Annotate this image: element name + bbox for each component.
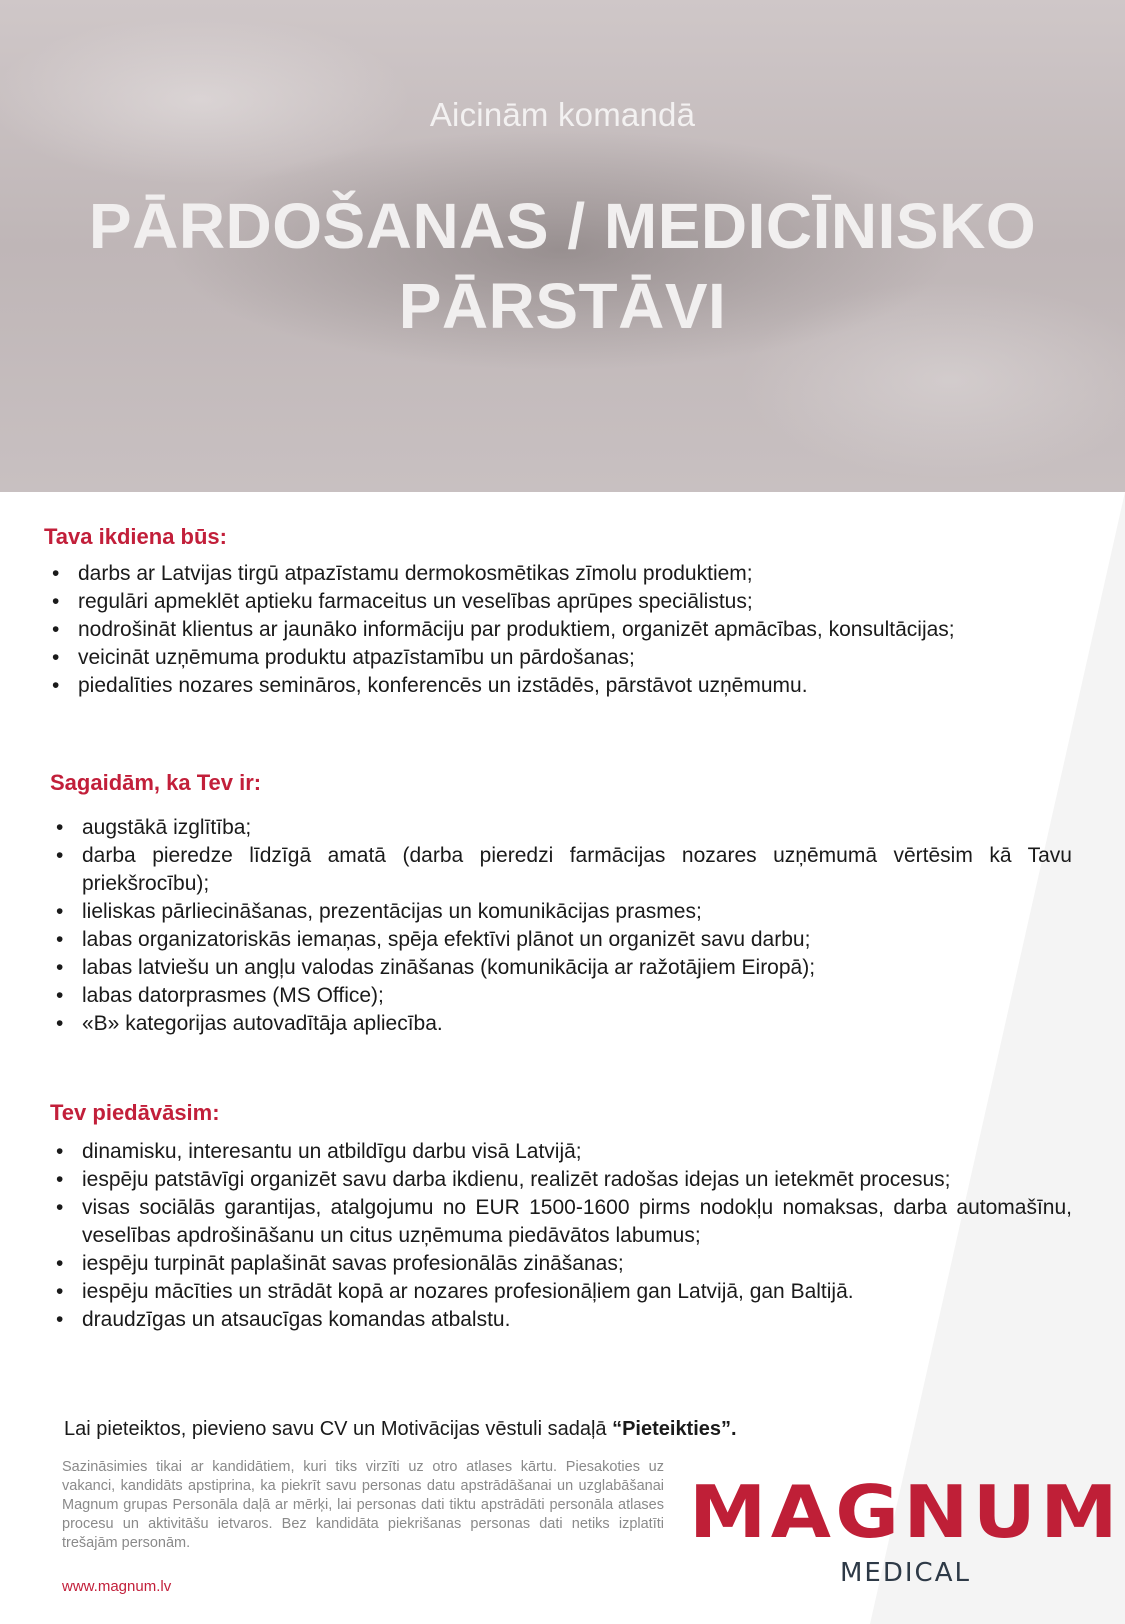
list-item: • iespēju patstāvīgi organizēt savu darba ikdienu, realizēt radošas idejas un ietekmēt procesus; (52, 1166, 1072, 1194)
hero-title-line2: PĀRSTĀVI (398, 270, 727, 342)
list-item: • darbs ar Latvijas tirgū atpazīstamu dermokosmētikas zīmolu produktiem; (48, 560, 1088, 588)
section-title-offer: Tev piedāvāsim: (50, 1100, 220, 1125)
list-item: • labas datorprasmes (MS Office); (52, 982, 1072, 1010)
list-item: • lieliskas pārliecināšanas, prezentācijas un komunikācijas prasmes; (52, 898, 1072, 926)
apply-text: Lai pieteiktos, pievieno savu CV un Motivācijas vēstuli sadaļā (64, 1418, 613, 1440)
list-item: • regulāri apmeklēt aptieku farmaceitus un veselības aprūpes speciālistus; (48, 588, 1088, 616)
apply-instructions (64, 1418, 737, 1441)
logo-brand: MAGNUM (689, 1470, 1122, 1554)
list-item: • labas latviešu un angļu valodas zināšanas (komunikācija ar ražotājiem Eiropā); (52, 954, 1072, 982)
hero-banner (0, 0, 1125, 492)
magnum-medical-logo (689, 1470, 1122, 1588)
privacy-disclaimer: Sazināsimies tikai ar kandidātiem, kuri tiks virzīti uz otro atlases kārtu. Piesakoties uz vakanci, kandidāts apstiprina, ka piekrīt savu personas datu apstrādāšanai un uzglabāšanai Magnum grupas Personāla daļā ar mērķi, lai personas dati tiktu apstrādāti personāla atlases procesu un aktivitāšu ietvaros. Bez kandidāta piekrišanas personas dati netiks izplatīti trešajām personām. (62, 1459, 664, 1551)
list-item: • veicināt uzņēmuma produktu atpazīstamību un pārdošanas; (48, 644, 1088, 672)
section-title-requirements: Sagaidām, ka Tev ir: (50, 770, 262, 795)
hero-title-line1: PĀRDOŠANAS / MEDICĪNISKO (88, 190, 1037, 262)
list-item: • labas organizatoriskās iemaņas, spēja efektīvi plānot un organizēt savu darbu; (52, 926, 1072, 954)
list-item: • visas sociālās garantijas, atalgojumu no EUR 1500-1600 pirms nodokļu nomaksas, darba automašīnu, veselības apdrošināšanu un citus uzņēmuma piedāvātos labumus; (52, 1194, 1072, 1250)
list-item: • augstākā izglītība; (52, 814, 1072, 842)
section-title-daily: Tava ikdiena būs: (44, 524, 227, 549)
list-item: • piedalīties nozares semināros, konferencēs un izstādēs, pārstāvot uzņēmumu. (48, 672, 1088, 700)
apply-link[interactable]: “Pieteikties”. (612, 1418, 737, 1440)
list-item: • dinamisku, interesantu un atbildīgu darbu visā Latvijā; (52, 1138, 1072, 1166)
list-item: • iespēju mācīties un strādāt kopā ar nozares profesionāļiem gan Latvijā, gan Baltijā. (52, 1278, 1072, 1306)
list-item: • nodrošināt klientus ar jaunāko informāciju par produktiem, organizēt apmācības, konsultācijas; (48, 616, 1088, 644)
list-item: • iespēju turpināt paplašināt savas profesionālās zināšanas; (52, 1250, 1072, 1278)
list-item: • darba pieredze līdzīgā amatā (darba pieredzi farmācijas nozares uzņēmumā vērtēsim kā Tavu priekšrocību); (52, 842, 1072, 898)
hero-subtitle: Aicinām komandā (429, 96, 696, 133)
list-item: • «B» kategorijas autovadītāja apliecība. (52, 1010, 1072, 1038)
logo-sub: MEDICAL (840, 1558, 971, 1588)
list-daily (48, 560, 1088, 700)
list-requirements (52, 814, 1072, 1038)
website-link[interactable]: www.magnum.lv (62, 1578, 172, 1595)
list-item: • draudzīgas un atsaucīgas komandas atbalstu. (52, 1306, 1072, 1334)
hero-title (0, 186, 1125, 346)
list-offer (52, 1138, 1072, 1334)
